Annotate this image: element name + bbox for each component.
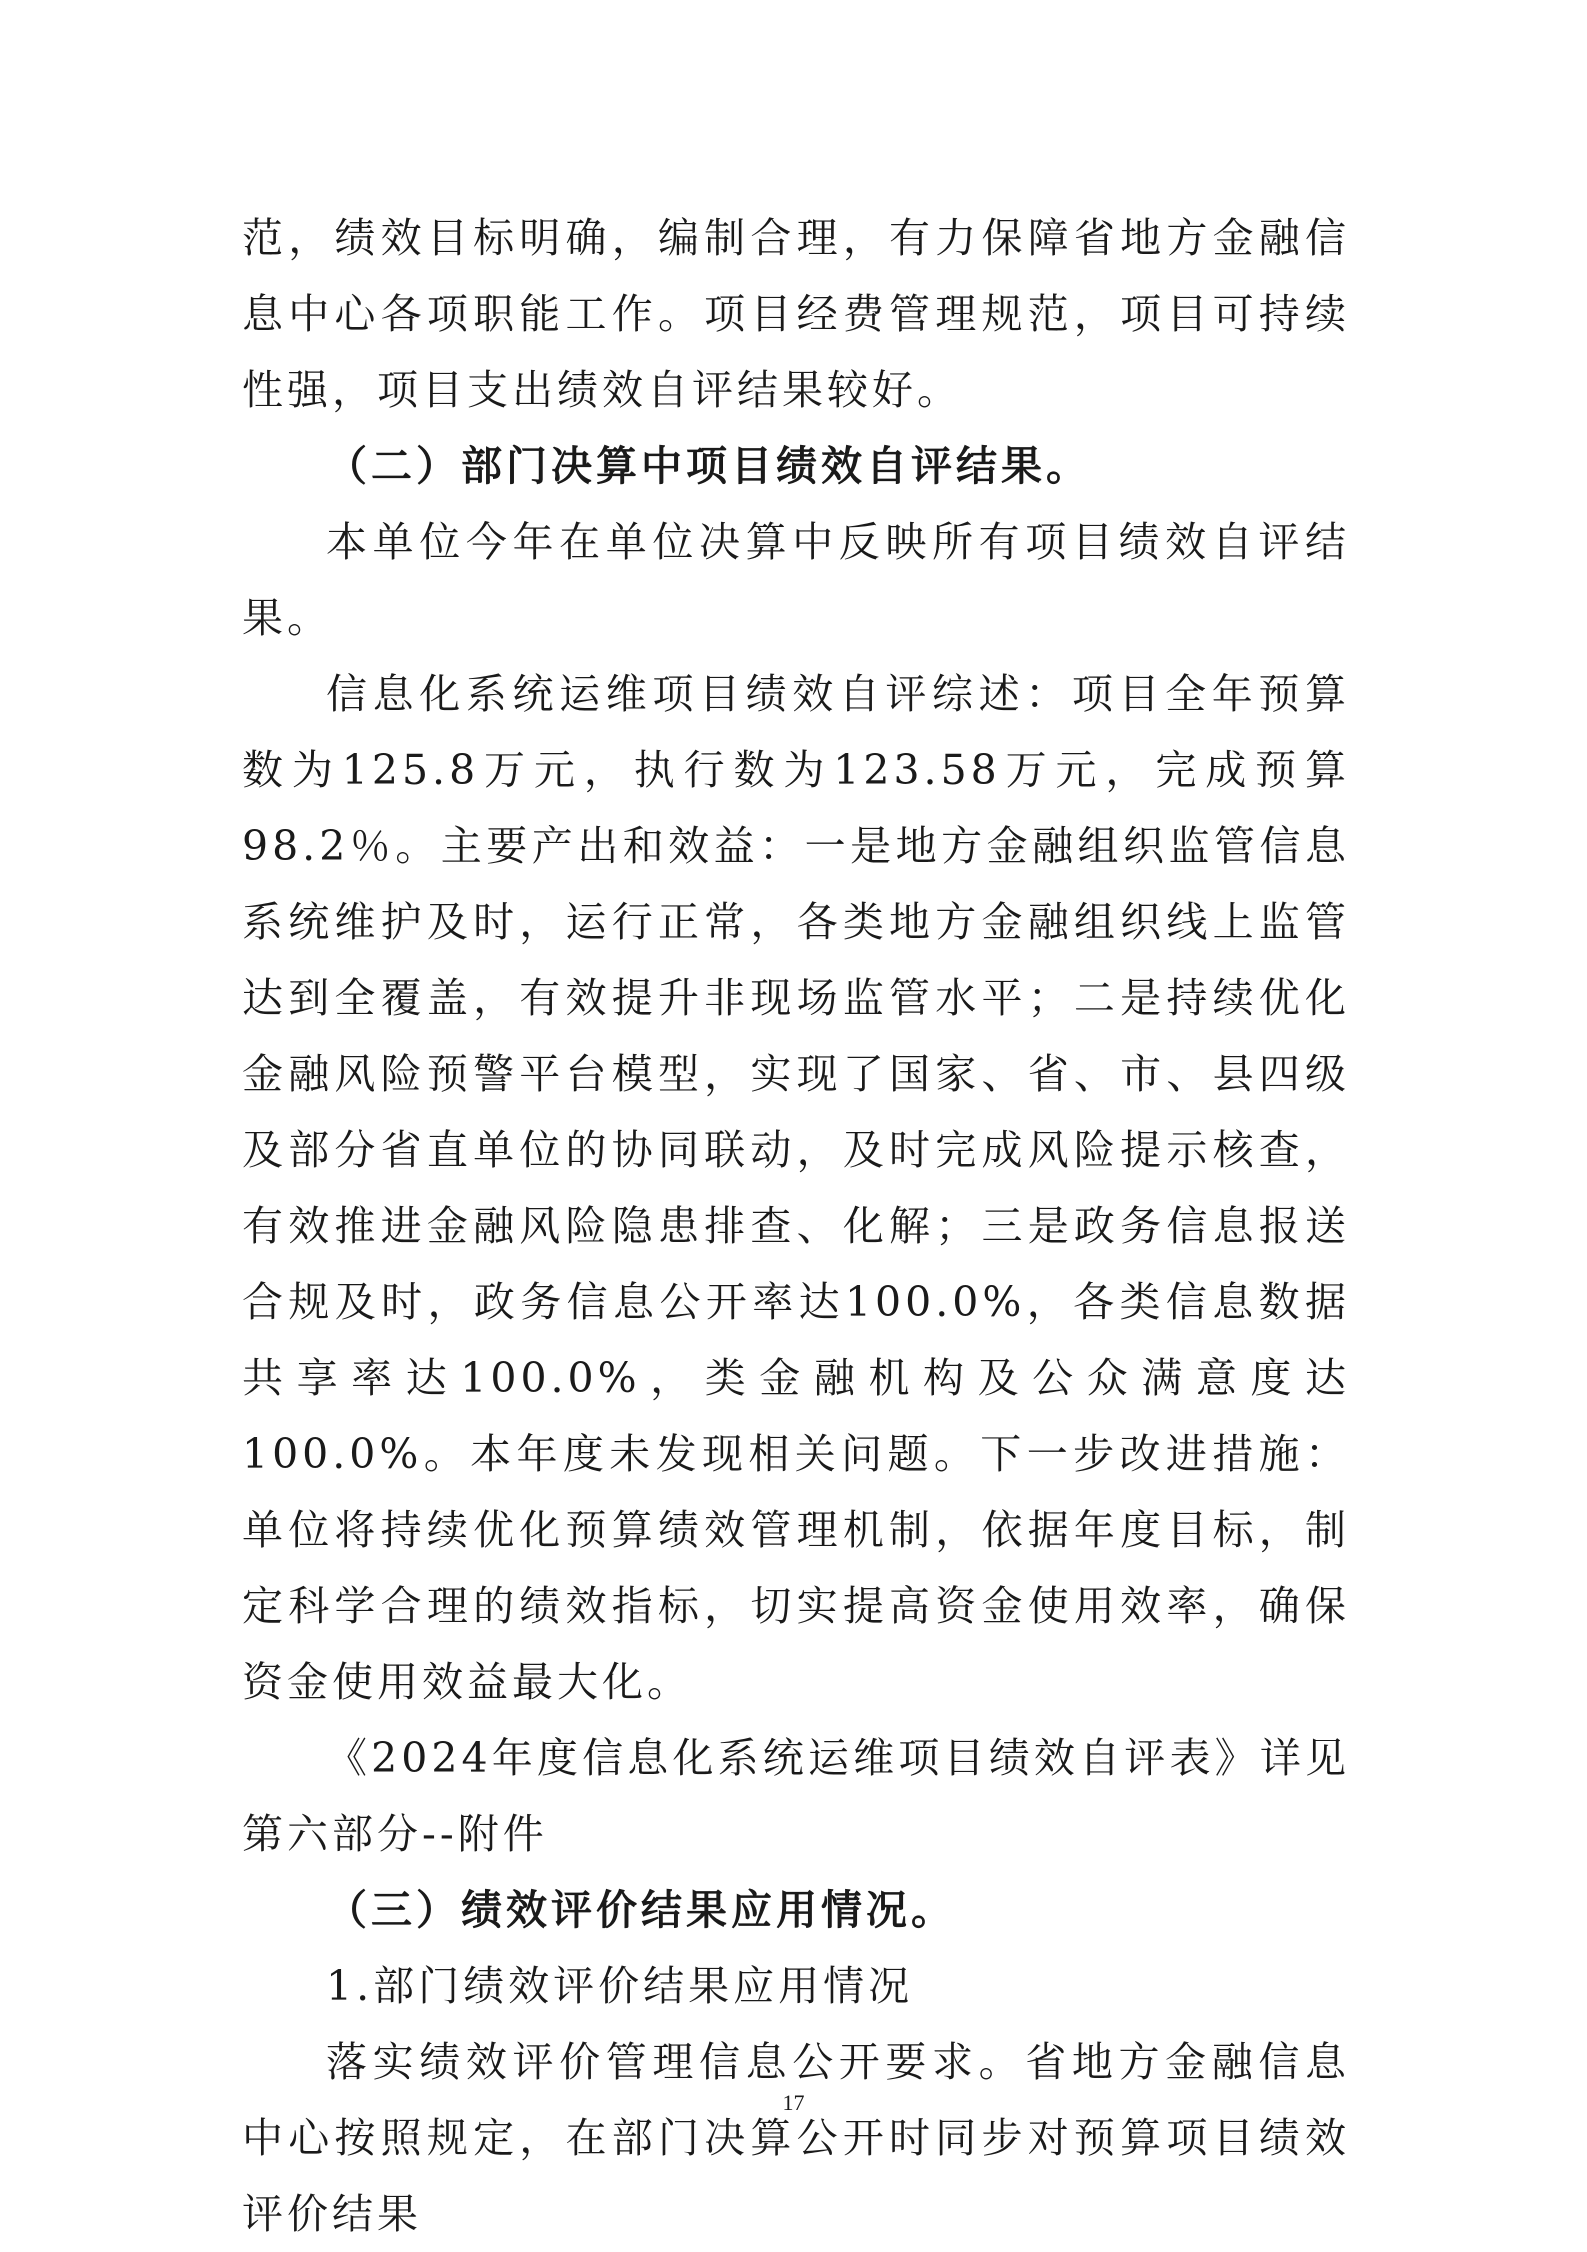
paragraph-continuation: 范，绩效目标明确，编制合理，有力保障省地方金融信息中心各项职能工作。项目经费管理规范，项目可持续性强，项目支出绩效自评结果较好。 <box>242 214 1350 414</box>
paragraph-project-summary: 信息化系统运维项目绩效自评综述：项目全年预算数为125.8万元，执行数为123.58万元，完成预算98.2％。主要产出和效益：一是地方金融组织监管信息系统维护及时，运行正常，各类地方金融组织线上监管达到全覆盖，有效提升非现场监管水平；二是持续优化金融风险预警平台模型，实现了国家、省、市、县四级及部分省直单位的协同联动，及时完成风险提示核查，有效推进金融风险隐患排查、化解；三是政务信息报送合规及时，政务信息公开率达100.0%，各类信息数据共享率达100.0%，类金融机构及公众满意度达100.0%。本年度未发现相关问题。下一步改进措施：单位将持续优化预算绩效管理机制，依据年度目标，制定科学合理的绩效指标，切实提高资金使用效率，确保资金使用效益最大化。 <box>242 670 1350 1706</box>
section-heading-3: （三）绩效评价结果应用情况。 <box>326 1886 956 1934</box>
page-number: 17 <box>782 2090 805 2115</box>
paragraph-attachment-reference: 《2024年度信息化系统运维项目绩效自评表》详见第六部分--附件 <box>242 1734 1350 1858</box>
document-body <box>242 200 1350 2252</box>
paragraph-disclosure: 落实绩效评价管理信息公开要求。省地方金融信息中心按照规定，在部门决算公开时同步对预算项目绩效评价结果 <box>242 2038 1350 2238</box>
section-heading-2: （二）部门决算中项目绩效自评结果。 <box>326 442 1091 490</box>
subsection-heading-1: 1.部门绩效评价结果应用情况 <box>326 1962 914 2010</box>
paragraph-scope: 本单位今年在单位决算中反映所有项目绩效自评结果。 <box>242 518 1350 642</box>
